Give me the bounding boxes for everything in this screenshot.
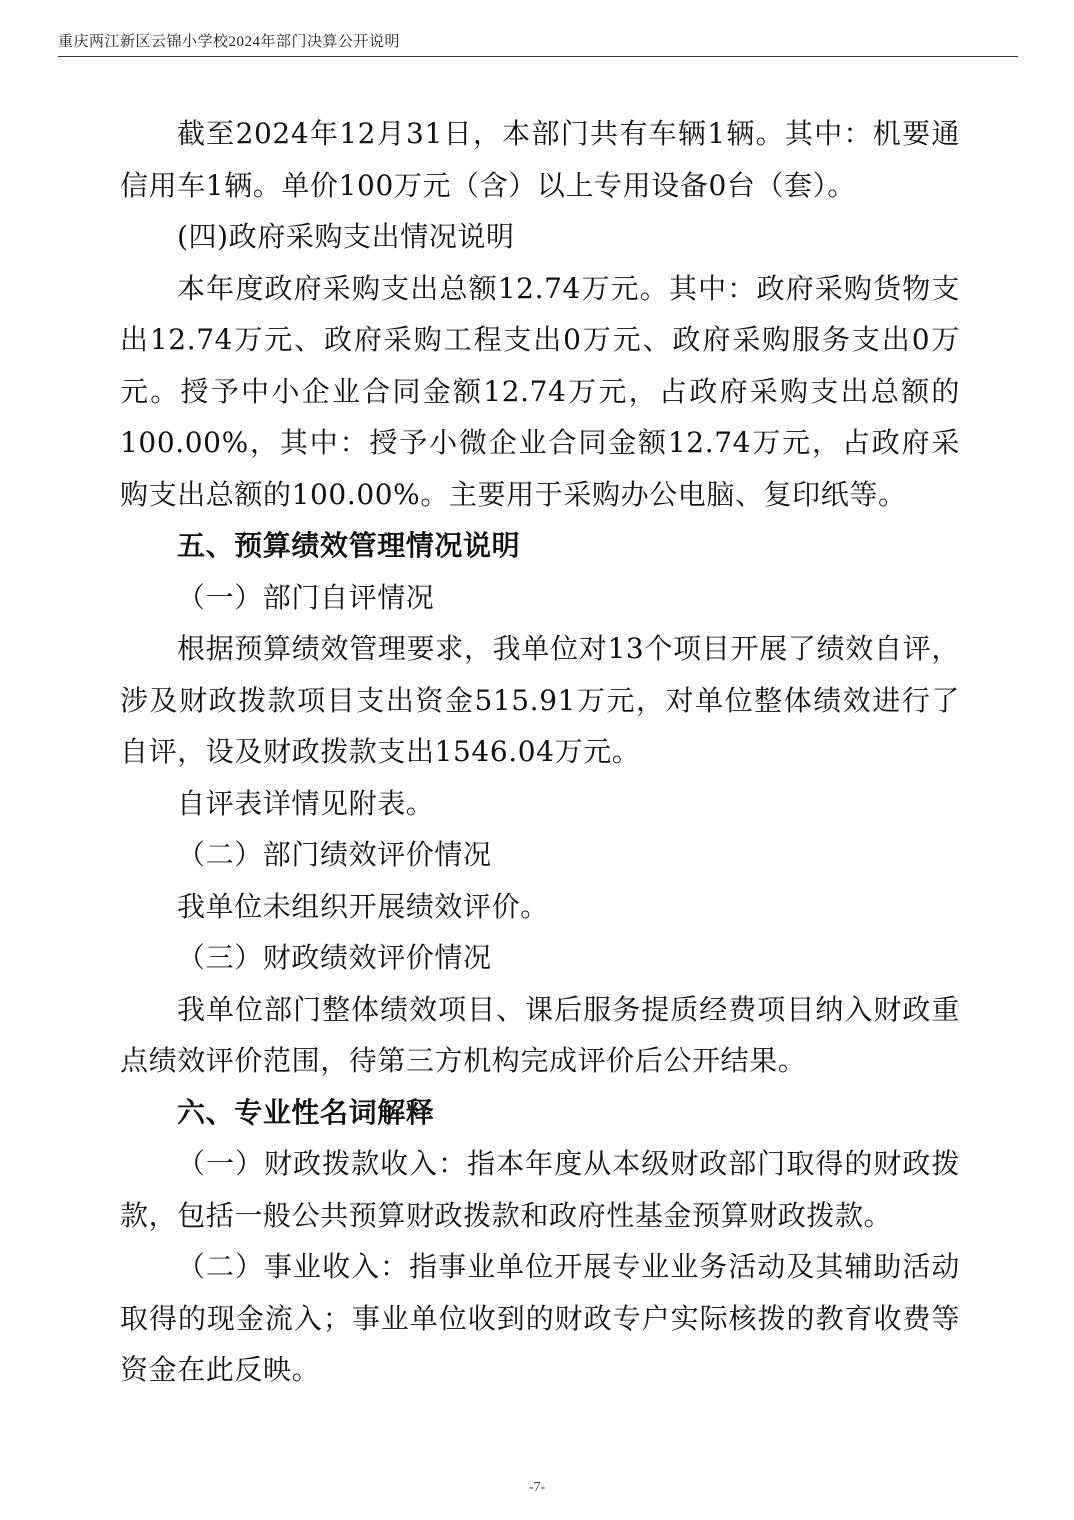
paragraph-term-2: （二）事业收入：指事业单位开展专业业务活动及其辅助活动取得的现金流入；事业单位收到的财政专户实际核拨的教育收费等资金在此反映。 <box>120 1250 960 1386</box>
heading-dept-eval: （二）部门绩效评价情况 <box>177 838 492 871</box>
heading-fin-eval: （三）财政绩效评价情况 <box>177 941 492 974</box>
document-body <box>120 108 960 1396</box>
heading-gov-procurement: (四)政府采购支出情况说明 <box>177 220 515 253</box>
paragraph-fin-eval: 我单位部门整体绩效项目、课后服务提质经费项目纳入财政重点绩效评价范围，待第三方机构完成评价后公开结果。 <box>120 992 960 1077</box>
header-divider <box>58 56 1018 57</box>
paragraph-gov-procurement: 本年度政府采购支出总额12.74万元。其中：政府采购货物支出12.74万元、政府采购工程支出0万元、政府采购服务支出0万元。授予中小企业合同金额12.74万元，占政府采购支出总额的100.00%，其中：授予小微企业合同金额12.74万元，占政府采购支出总额的100.00%。主要用于采购办公电脑、复印纸等。 <box>120 271 960 511</box>
paragraph-self-eval: 根据预算绩效管理要求，我单位对13个项目开展了绩效自评，涉及财政拨款项目支出资金515.91万元，对单位整体绩效进行了自评，设及财政拨款支出1546.04万元。 <box>120 632 960 768</box>
heading-self-eval: （一）部门自评情况 <box>177 580 435 614</box>
heading-section-5: 五、预算绩效管理情况说明 <box>177 529 521 562</box>
paragraph-vehicles: 截至2024年12月31日，本部门共有车辆1辆。其中：机要通信用车1辆。单价100万元（含）以上专用设备0台（套）。 <box>120 117 960 202</box>
document-header: 重庆两江新区云锦小学校2024年部门决算公开说明 <box>58 34 401 50</box>
paragraph-dept-eval: 我单位未组织开展绩效评价。 <box>177 889 549 923</box>
paragraph-self-eval-table: 自评表详情见附表。 <box>177 786 435 820</box>
heading-section-6: 六、专业性名词解释 <box>177 1095 435 1129</box>
page-number: -7- <box>528 1480 546 1495</box>
paragraph-term-1: （一）财政拨款收入：指本年度从本级财政部门取得的财政拨款，包括一般公共预算财政拨款和政府性基金预算财政拨款。 <box>120 1147 960 1232</box>
